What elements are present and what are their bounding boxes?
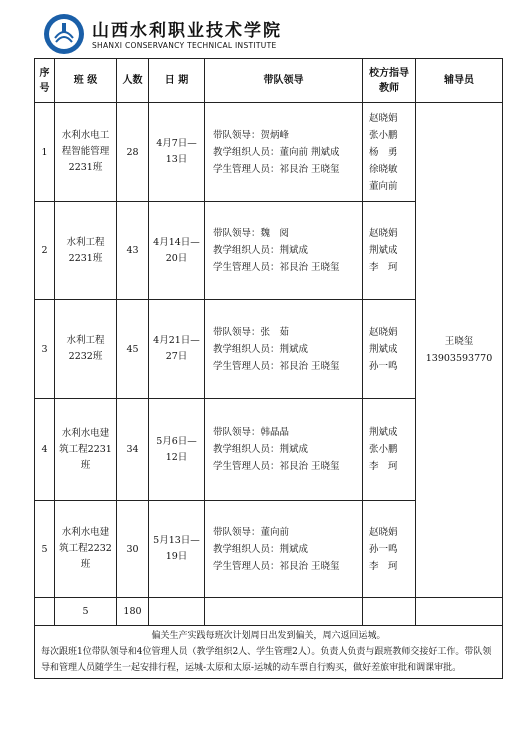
cell-date — [149, 501, 205, 598]
class-line: 2231班 — [68, 252, 103, 264]
counselor-name: 王晓玺 — [444, 336, 474, 347]
cell-teachers — [363, 501, 416, 598]
class-line: 班 — [80, 559, 91, 570]
col-header-class: 班 级 — [55, 59, 117, 103]
date-line: 27日 — [165, 351, 188, 362]
cell-seq: 5 — [35, 501, 55, 598]
leader-line: 带队领导：贺炳峰 — [213, 129, 290, 141]
class-line: 2231班 — [68, 162, 103, 173]
class-line: 班 — [80, 459, 91, 471]
cell-class — [55, 300, 117, 399]
cell-empty — [149, 598, 205, 626]
leader-line: 教学组织人员：荆斌成 — [213, 245, 309, 256]
date-line: 5月13日— — [153, 535, 200, 546]
leader-line: 学生管理人员：祁艮治 王晓玺 — [213, 262, 340, 273]
date-line: 13日 — [165, 154, 188, 165]
teacher-name: 孙一鸣 — [369, 543, 398, 555]
note-line: 偏关生产实践每班次计划周日出发到偏关，周六返回运城。 — [151, 631, 386, 641]
teacher-name: 徐晓敏 — [369, 163, 398, 175]
date-line: 4月21日— — [153, 335, 200, 346]
class-line: 水利水电建 — [61, 527, 110, 538]
date-line: 19日 — [165, 551, 188, 562]
cell-count: 43 — [117, 202, 149, 300]
col-header-count: 人数 — [117, 59, 149, 103]
cell-class — [55, 202, 117, 300]
date-line: 5月6日— — [156, 435, 197, 447]
leader-line: 教学组织人员：荆斌成 — [213, 444, 309, 455]
date-line: 20日 — [165, 252, 188, 264]
leader-line: 学生管理人员：祁艮治 王晓玺 — [213, 360, 340, 372]
class-line: 筑工程2231 — [59, 443, 112, 455]
teacher-name: 荆斌成 — [369, 427, 398, 438]
leader-line: 教学组织人员：荆斌成 — [213, 543, 309, 555]
teacher-name: 张小鹏 — [369, 444, 398, 455]
teacher-name: 荆斌成 — [369, 245, 398, 256]
teacher-name: 张小鹏 — [369, 129, 398, 141]
cell-class-total: 5 — [55, 598, 117, 626]
school-name-en: SHANXI CONSERVANCY TECHNICAL INSTITUTE — [92, 41, 277, 50]
teacher-name: 赵晓娟 — [369, 526, 398, 538]
leader-line: 学生管理人员：祁艮治 王晓玺 — [213, 163, 340, 175]
date-line: 4月14日— — [153, 236, 200, 248]
teacher-name: 李 珂 — [369, 560, 398, 572]
cell-seq: 2 — [35, 202, 55, 300]
cell-empty — [416, 598, 503, 626]
cell-class — [55, 399, 117, 501]
cell-counselor — [416, 103, 503, 598]
cell-teachers — [363, 300, 416, 399]
table-header-row — [35, 59, 503, 103]
leader-line: 带队领导：韩晶晶 — [213, 427, 290, 438]
cell-seq: 3 — [35, 300, 55, 399]
cell-teachers — [363, 399, 416, 501]
cell-count: 34 — [117, 399, 149, 501]
cell-empty — [363, 598, 416, 626]
counselor-phone: 13903593770 — [425, 353, 493, 364]
class-line: 水利工程 — [66, 335, 105, 346]
col-header-date: 日 期 — [149, 59, 205, 103]
col-header-counselor: 辅导员 — [416, 59, 503, 103]
leader-line: 带队领导：董向前 — [213, 526, 290, 538]
cell-date — [149, 202, 205, 300]
cell-date — [149, 300, 205, 399]
school-logo-icon — [44, 14, 84, 54]
cell-leader — [205, 202, 363, 300]
class-line: 2232班 — [68, 351, 103, 362]
cell-empty — [35, 598, 55, 626]
cell-leader — [205, 501, 363, 598]
leader-line: 学生管理人员：祁艮治 王晓玺 — [213, 560, 340, 572]
cell-seq: 1 — [35, 103, 55, 202]
date-line: 12日 — [165, 451, 188, 463]
class-line: 水利水电建 — [61, 427, 110, 439]
leader-line: 带队领导：张 茹 — [213, 326, 290, 338]
header-text: 序号 — [39, 67, 50, 94]
teacher-name: 李 珂 — [369, 262, 398, 273]
table-row — [35, 103, 503, 202]
cell-people-total: 180 — [117, 598, 149, 626]
cell-leader — [205, 300, 363, 399]
cell-count: 30 — [117, 501, 149, 598]
teacher-name: 孙一鸣 — [369, 360, 398, 372]
leader-line: 教学组织人员：荆斌成 — [213, 343, 309, 355]
teacher-name: 赵晓娟 — [369, 326, 398, 338]
header-text: 校方指导教师 — [369, 67, 409, 94]
cell-count: 28 — [117, 103, 149, 202]
teacher-name: 荆斌成 — [369, 343, 398, 355]
teacher-name: 杨 勇 — [369, 146, 398, 158]
cell-count: 45 — [117, 300, 149, 399]
teacher-name: 李 珂 — [369, 461, 398, 472]
note-line: 每次跟班1位带队领导和4位管理人员（教学组织2人、学生管理2人）。负责人负责与跟班教师交接好工作。带队领导和管理人员随学生一起安排行程，运城-太原和太原-运城的动车票自行购买，做好差旅审批和调课审批。 — [41, 647, 492, 673]
col-header-seq — [35, 59, 55, 103]
cell-class — [55, 501, 117, 598]
class-line: 程智能管理 — [61, 146, 110, 157]
leader-line: 教学组织人员：董向前 荆斌成 — [213, 146, 340, 158]
cell-seq: 4 — [35, 399, 55, 501]
school-name-cn: 山西水利职业技术学院 — [92, 21, 282, 41]
teacher-name: 赵晓娟 — [369, 228, 398, 239]
class-line: 水利工程 — [66, 236, 105, 248]
cell-date — [149, 399, 205, 501]
cell-leader — [205, 103, 363, 202]
page-header — [44, 14, 484, 58]
cell-leader — [205, 399, 363, 501]
col-header-teacher — [363, 59, 416, 103]
teacher-name: 董向前 — [369, 180, 398, 192]
teacher-name: 赵晓娟 — [369, 112, 398, 124]
col-header-leader: 带队领导 — [205, 59, 363, 103]
cell-class — [55, 103, 117, 202]
leader-line: 带队领导：魏 阅 — [213, 228, 290, 239]
cell-date — [149, 103, 205, 202]
date-line: 4月7日— — [156, 138, 197, 149]
cell-notes — [35, 626, 503, 679]
practice-schedule-table — [34, 58, 503, 679]
class-line: 筑工程2232 — [59, 543, 112, 554]
notes-row — [35, 626, 503, 679]
summary-row — [35, 598, 503, 626]
cell-teachers — [363, 103, 416, 202]
leader-line: 学生管理人员：祁艮治 王晓玺 — [213, 461, 340, 472]
cell-empty — [205, 598, 363, 626]
cell-teachers — [363, 202, 416, 300]
class-line: 水利水电工 — [61, 130, 110, 141]
